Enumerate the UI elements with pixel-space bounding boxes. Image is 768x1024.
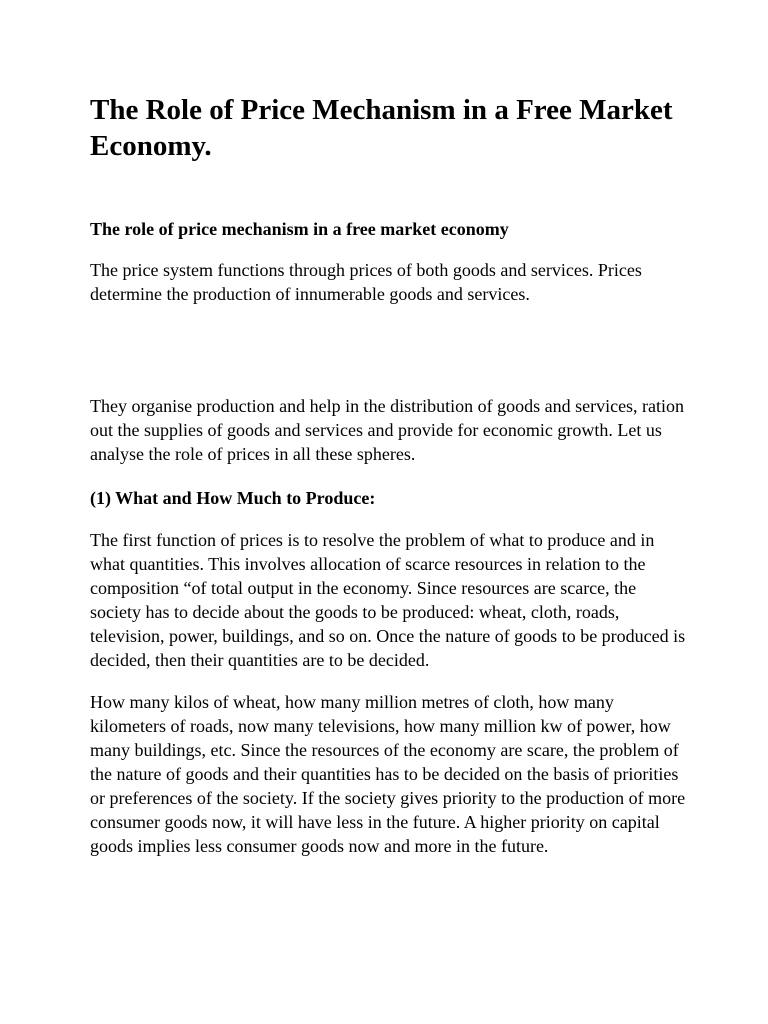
section-heading-what-and-how-much: (1) What and How Much to Produce: xyxy=(90,488,376,508)
paragraph-first-function: The first function of prices is to resolve the problem of what to produce and in what quantities. This involves allocation of scarce resources in relation to the composition “of total output in the economy. Since resources are scarce, the society has to decide about the goods to be produced: wheat, cloth, roads, television, power, buildings, and so on. Once the nature of goods to be produced is decided, then their quantities are to be decided. xyxy=(90,530,686,670)
paragraph-price-system: The price system functions through prices of both goods and services. Prices determine the production of innumerable goods and services. xyxy=(90,260,642,304)
document-page xyxy=(90,92,690,858)
paragraph-how-many: How many kilos of wheat, how many million metres of cloth, how many kilometers of roads, now many televisions, how many million kw of power, how many buildings, etc. Since the resources of the economy are scare, the problem of the nature of goods and their quantities has to be decided on the basis of priorities or preferences of the society. If the society gives priority to the production of more consumer goods now, it will have less in the future. A higher priority on capital goods implies less consumer goods now and more in the future. xyxy=(90,692,686,856)
document-title: The Role of Price Mechanism in a Free Market Economy. xyxy=(90,94,673,162)
paragraph-organise-production: They organise production and help in the distribution of goods and services, ration out the supplies of goods and services and provide for economic growth. Let us analyse the role of prices in all these spheres. xyxy=(90,396,685,464)
section-heading-role-of-price: The role of price mechanism in a free market economy xyxy=(90,219,509,239)
